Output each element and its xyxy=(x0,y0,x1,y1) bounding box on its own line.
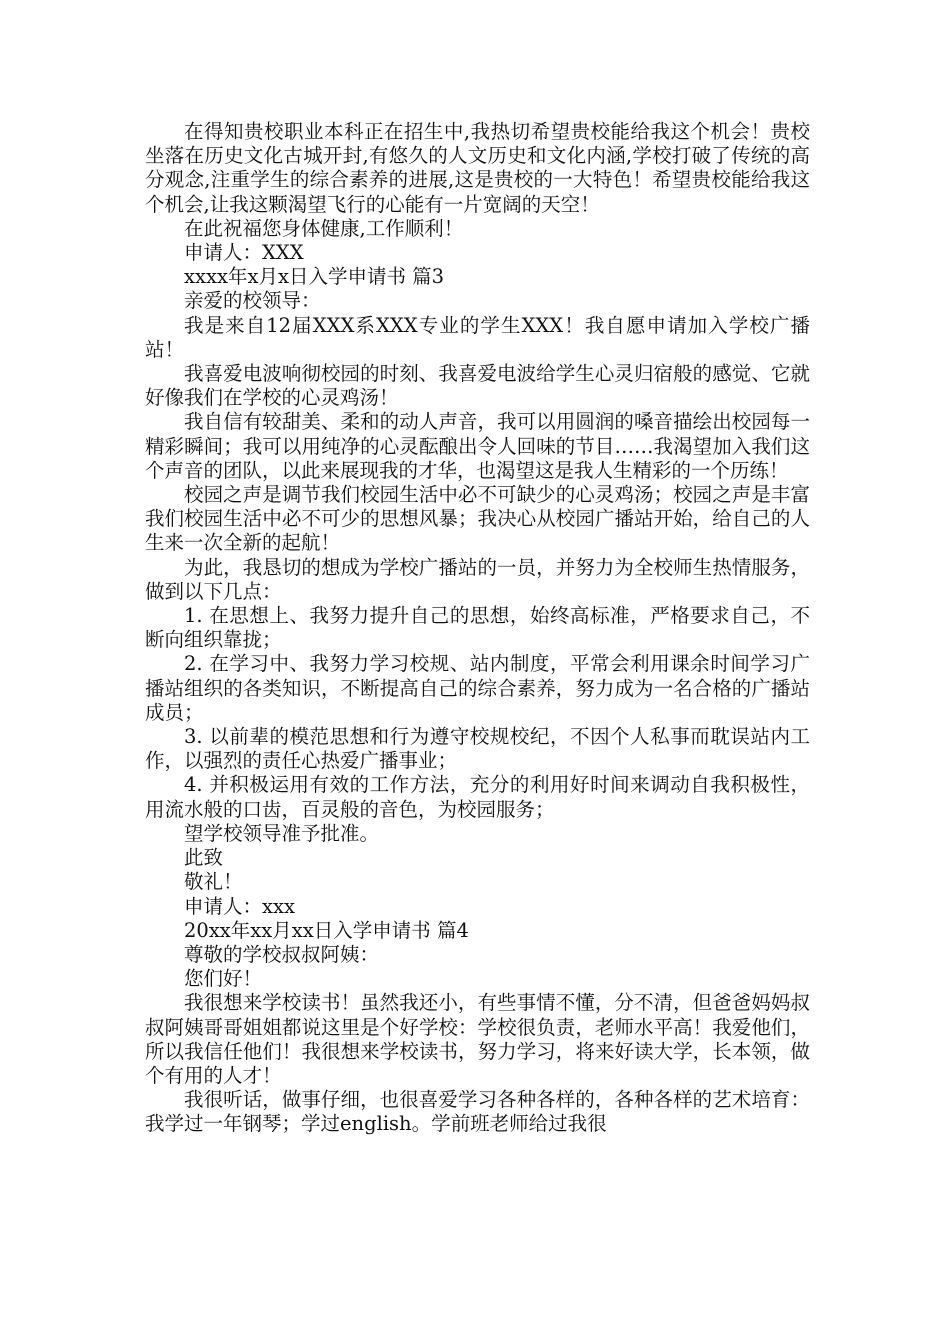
paragraph: 校园之声是调节我们校园生活中必不可缺少的心灵鸡汤；校园之声是丰富我们校园生活中必不可少的思想风暴；我决心从校园广播站开始，给自己的人生来一次全新的起航！ xyxy=(145,483,810,555)
salutation: 尊敬的学校叔叔阿姨： xyxy=(184,942,380,966)
signature: 申请人：xxx xyxy=(184,894,295,918)
paragraph: 我喜爱电波响彻校园的时刻、我喜爱电波给学生心灵归宿般的感觉、它就好像我们在学校的心灵鸡汤！ xyxy=(145,362,810,410)
paragraph: 在得知贵校职业本科正在招生中,我热切希望贵校能给我这个机会！贵校坐落在历史文化古城开封,有悠久的人文历史和文化内涵,学校打破了传统的高分观念,注重学生的综合素养的进展,这是贵校的一大特色！希望贵校能给我这个机会,让我这颗渴望飞行的心能有一片宽阔的天空！ xyxy=(145,120,810,216)
paragraph: 申请人：XXX xyxy=(184,241,304,265)
document-body xyxy=(145,120,810,1137)
section-heading: 20xx年xx月xx日入学申请书 篇4 xyxy=(184,918,469,942)
list-item: 2. 在学习中、我努力学习校规、站内制度，平常会利用课余时间学习广播站组织的各类知识，不断提高自己的综合素养，努力成为一名合格的广播站成员； xyxy=(145,652,810,724)
list-item: 1. 在思想上、我努力提升自己的思想，始终高标准，严格要求自己，不断向组织靠拢； xyxy=(145,604,810,652)
paragraph: 我很听话，做事仔细，也很喜爱学习各种各样的，各种各样的艺术培育：我学过一年钢琴；学过english。学前班老师给过我很 xyxy=(145,1088,810,1136)
list-item: 3. 以前辈的模范思想和行为遵守校规校纪，不因个人私事而耽误站内工作，以强烈的责任心热爱广播事业； xyxy=(145,725,810,773)
greeting: 您们好！ xyxy=(184,967,263,991)
closing: 敬礼！ xyxy=(184,870,243,894)
list-item: 4. 并积极运用有效的工作方法，充分的利用好时间来调动自我积极性，用流水般的口齿，百灵般的音色，为校园服务； xyxy=(145,773,810,821)
paragraph: 在此祝福您身体健康,工作顺利！ xyxy=(184,216,464,240)
paragraph: 我很想来学校读书！虽然我还小，有些事情不懂，分不清，但爸爸妈妈叔叔阿姨哥哥姐姐都说这里是个好学校：学校很负责，老师水平高！我爱他们，所以我信任他们！我很想来学校读书，努力学习，将来好读大学，长本领，做个有用的人才！ xyxy=(145,991,810,1087)
paragraph: 我自信有较甜美、柔和的动人声音，我可以用圆润的嗓音描绘出校园每一精彩瞬间；我可以用纯净的心灵酝酿出令人回味的节目……我渴望加入我们这个声音的团队，以此来展现我的才华，也渴望这是我人生精彩的一个历练！ xyxy=(145,410,810,482)
closing: 此致 xyxy=(184,846,224,870)
paragraph: 我是来自12届XXX系XXX专业的学生XXX！我自愿申请加入学校广播站！ xyxy=(145,313,810,361)
section-heading: xxxx年x月x日入学申请书 篇3 xyxy=(184,265,445,289)
paragraph: 为此，我恳切的想成为学校广播站的一员，并努力为全校师生热情服务，做到以下几点： xyxy=(145,555,810,603)
paragraph: 望学校领导准予批准。 xyxy=(184,821,380,845)
salutation: 亲爱的校领导： xyxy=(184,289,321,313)
